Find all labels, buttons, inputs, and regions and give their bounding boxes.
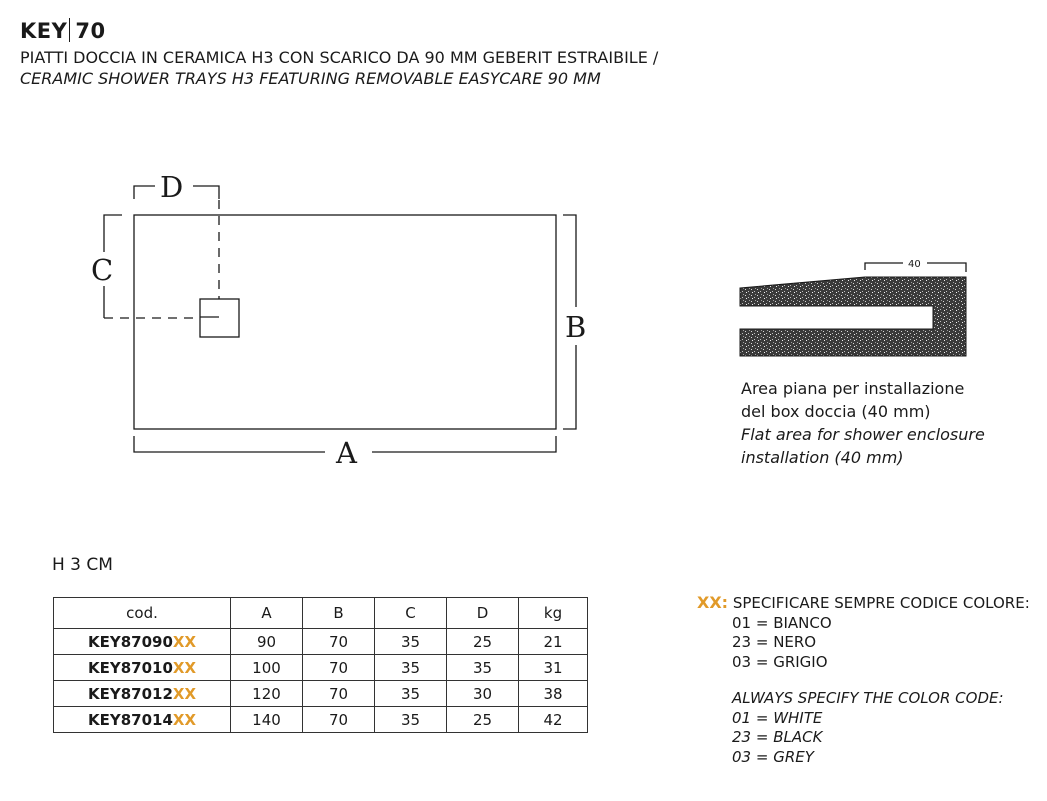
product-code: KEY87012XX (54, 681, 231, 707)
color-suffix: XX (172, 658, 197, 677)
table-row (54, 707, 588, 733)
weight: 31 (519, 655, 588, 681)
b-dim-line-top (563, 215, 576, 307)
tray-profile-section (740, 277, 966, 356)
model-number: 70 (75, 19, 106, 43)
note-it-line1: Area piana per installazione (741, 379, 965, 398)
legend-item-it: 03 = GRIGIO (732, 652, 828, 671)
label-a: A (336, 436, 357, 470)
tray-outline (134, 215, 556, 429)
dim-b: 70 (303, 629, 375, 655)
legend-heading-it: XX: SPECIFICARE SEMPRE CODICE COLORE: (697, 593, 1030, 612)
legend-heading-en: ALWAYS SPECIFY THE COLOR CODE: (732, 689, 1004, 707)
dim-a: 100 (231, 655, 303, 681)
profile-dim-left (865, 263, 903, 270)
dim-d: 25 (447, 707, 519, 733)
legend-item-it: 01 = BIANCO (732, 613, 832, 632)
b-dim-line-bottom (563, 345, 576, 429)
table-header-row (54, 598, 588, 629)
legend-item-en: 23 = BLACK (732, 728, 823, 746)
profile-dim-label: 40 (908, 259, 921, 270)
dim-d: 25 (447, 629, 519, 655)
header-kg: kg (519, 598, 588, 629)
dim-b: 70 (303, 681, 375, 707)
subtitle-english: CERAMIC SHOWER TRAYS H3 FEATURING REMOVABLE EASYCARE 90 MM (20, 69, 601, 88)
dim-d: 35 (447, 655, 519, 681)
profile-note (741, 377, 985, 469)
label-c: C (91, 253, 114, 287)
note-it-line2: del box doccia (40 mm) (741, 402, 931, 421)
product-code: KEY87014XX (54, 707, 231, 733)
header-cod: cod. (54, 598, 231, 629)
table-row (54, 655, 588, 681)
a-dim-line-right (372, 436, 556, 452)
weight: 42 (519, 707, 588, 733)
dim-b: 70 (303, 655, 375, 681)
a-dim-line-left (134, 436, 325, 452)
d-dim-line-right (193, 186, 219, 199)
profile-dim-right (927, 263, 966, 272)
weight: 38 (519, 681, 588, 707)
legend-item-it: 23 = NERO (732, 633, 817, 651)
table-row (54, 681, 588, 707)
header-b: B (303, 598, 375, 629)
color-legend (697, 593, 1030, 767)
color-code-key: XX: (697, 593, 729, 612)
header-d: D (447, 598, 519, 629)
dim-d: 30 (447, 681, 519, 707)
dim-b: 70 (303, 707, 375, 733)
legend-item-en: 01 = WHITE (732, 708, 823, 727)
color-suffix: XX (172, 684, 197, 703)
product-code: KEY87090XX (54, 629, 231, 655)
d-dim-line-left (134, 186, 155, 199)
dim-c: 35 (375, 655, 447, 681)
dim-c: 35 (375, 681, 447, 707)
subtitle-italian: PIATTI DOCCIA IN CERAMICA H3 CON SCARICO DA 90 MM GEBERIT ESTRAIBILE / (20, 48, 659, 67)
c-dim-line-top (104, 215, 122, 252)
header-a: A (231, 598, 303, 629)
note-en-line2: installation (40 mm) (741, 448, 904, 467)
height-label: H 3 CM (52, 555, 113, 575)
drain-square (200, 299, 239, 337)
dim-a: 140 (231, 707, 303, 733)
color-suffix: XX (172, 632, 197, 651)
label-b: B (565, 310, 587, 344)
weight: 21 (519, 629, 588, 655)
header-c: C (375, 598, 447, 629)
brand-name: KEY (20, 19, 68, 43)
dim-c: 35 (375, 707, 447, 733)
table-row (54, 629, 588, 655)
note-en-line1: Flat area for shower enclosure (741, 425, 985, 444)
dim-c: 35 (375, 629, 447, 655)
product-code: KEY87010XX (54, 655, 231, 681)
color-suffix: XX (172, 710, 197, 729)
dim-a: 120 (231, 681, 303, 707)
label-d: D (160, 170, 184, 204)
spec-table (53, 597, 588, 733)
dim-a: 90 (231, 629, 303, 655)
legend-item-en: 03 = GREY (732, 747, 814, 766)
